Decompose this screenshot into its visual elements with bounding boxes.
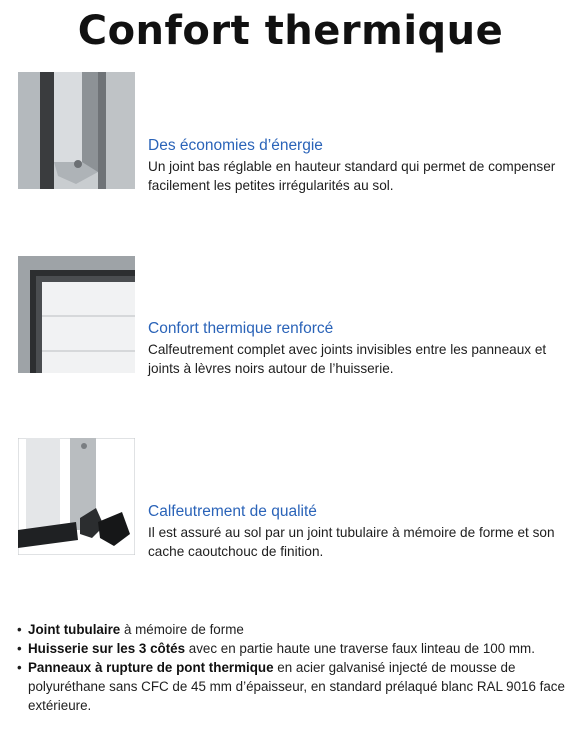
door-frame-gasket-photo bbox=[18, 256, 135, 373]
bullet-bold: Huisserie sur les 3 côtés bbox=[28, 641, 186, 656]
feature-title: Confort thermique renforcé bbox=[148, 320, 334, 337]
feature-title: Des économies d’énergie bbox=[148, 137, 323, 154]
bullet-text: avec en partie haute une traverse faux linteau de 100 mm. bbox=[185, 641, 535, 656]
list-item: • Panneaux à rupture de pont thermique en acier galvanisé injecté de mousse de polyuréthane sans CFC de 45 mm d’épaisseur, en standard prélaqué blanc RAL 9016 face extérieure. bbox=[17, 660, 565, 713]
specification-list bbox=[16, 620, 576, 715]
feature-title: Calfeutrement de qualité bbox=[148, 503, 317, 520]
feature-description: Il est assuré au sol par un joint tubulaire à mémoire de forme et son cache caoutchouc de finition. bbox=[148, 525, 555, 559]
feature-reinforced-comfort bbox=[148, 320, 573, 378]
feature-quality-sealing bbox=[148, 503, 573, 561]
feature-description: Un joint bas réglable en hauteur standard qui permet de compenser facilement les petites irrégularités au sol. bbox=[148, 159, 556, 193]
bullet-text: à mémoire de forme bbox=[120, 622, 244, 637]
feature-description: Calfeutrement complet avec joints invisibles entre les panneaux et joints à lèvres noirs autour de l’huisserie. bbox=[148, 342, 547, 376]
tubular-floor-seal-photo bbox=[18, 438, 135, 555]
feature-energy-savings bbox=[148, 137, 573, 195]
door-bottom-seal-photo bbox=[18, 72, 135, 189]
bullet-bold: Panneaux à rupture de pont thermique bbox=[28, 660, 274, 675]
bullet-text: en acier galvanisé injecté de mousse de polyuréthane sans CFC de 45 mm d’épaisseur, en standard prélaqué blanc RAL 9016 face extérieure. bbox=[28, 660, 565, 713]
bullet-bold: Joint tubulaire bbox=[28, 622, 121, 637]
list-item: • Joint tubulaire à mémoire de forme bbox=[17, 622, 244, 637]
page-title: Confort thermique bbox=[77, 8, 504, 54]
list-item: • Huisserie sur les 3 côtés avec en partie haute une traverse faux linteau de 100 mm. bbox=[17, 641, 535, 656]
